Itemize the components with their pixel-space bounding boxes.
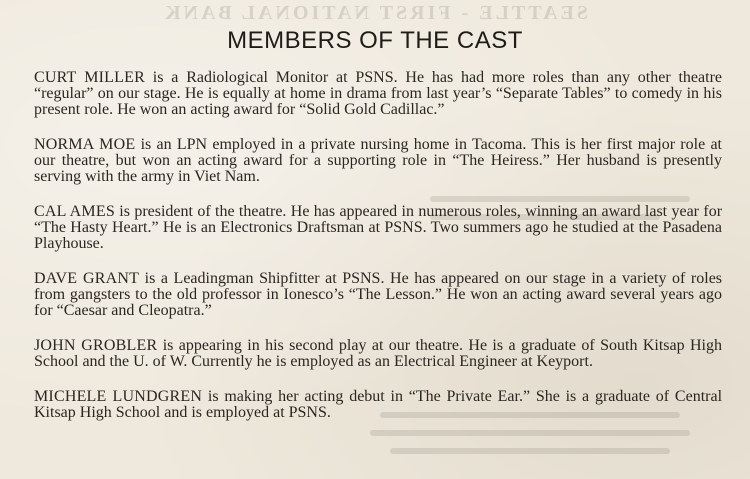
cast-member-name: CAL AMES — [34, 203, 115, 220]
cast-bio-text: is president of the theatre. He has appeared in numerous roles, winning an award last year for “The Hasty Heart.” He is an Electronics Draftsman at PSNS. Two summers ago he studied at the Pasadena Playhouse. — [34, 203, 723, 252]
cast-member-name: DAVE GRANT — [34, 270, 140, 287]
cast-member-name: CURT MILLER — [34, 69, 145, 86]
page-title: MEMBERS OF THE CAST — [227, 27, 523, 54]
cast-bio-text: is appearing in his second play at our theatre. He is a graduate of South Kitsap High School and the U. of W. Currently he is employed as an Electrical Engineer at Keyport. — [34, 337, 722, 370]
cast-bio-text: is making her acting debut in “The Private Ear.” She is a graduate of Central Kitsap High School and is employed at PSNS. — [34, 388, 723, 421]
cast-member-name: JOHN GROBLER — [34, 337, 158, 354]
cast-bio — [34, 389, 722, 421]
cast-bio — [34, 204, 722, 252]
cast-member-name: MICHELE LUNDGREN — [34, 388, 203, 405]
cast-bio-text: is a Leadingman Shipfitter at PSNS. He has appeared on our stage in a variety of roles from gangsters to the old professor in Ionesco’s “The Lesson.” He won an acting award several years ago for “Caesar and Cleopatra.” — [34, 270, 723, 319]
cast-bios — [34, 70, 722, 421]
cast-bio-text: is an LPN employed in a private nursing home in Tacoma. This is her first major role at our theatre, but won an acting award for a supporting role in “The Heiress.” Her husband is presently serving with the army in Viet Nam. — [34, 136, 722, 185]
bleed-through-heading: SEATTLE - FIRST NATIONAL BANK — [162, 2, 588, 24]
cast-member-name: NORMA MOE — [34, 136, 136, 153]
cast-bio — [34, 70, 722, 118]
cast-bio — [34, 338, 722, 370]
cast-bio — [34, 137, 722, 185]
cast-bio — [34, 271, 722, 319]
cast-bio-text: is a Radiological Monitor at PSNS. He has had more roles than any other theatre “regular” on our stage. He is equally at home in drama from last year’s “Separate Tables” to comedy in his present role. He won an acting award for “Solid Gold Cadillac.” — [34, 69, 722, 118]
